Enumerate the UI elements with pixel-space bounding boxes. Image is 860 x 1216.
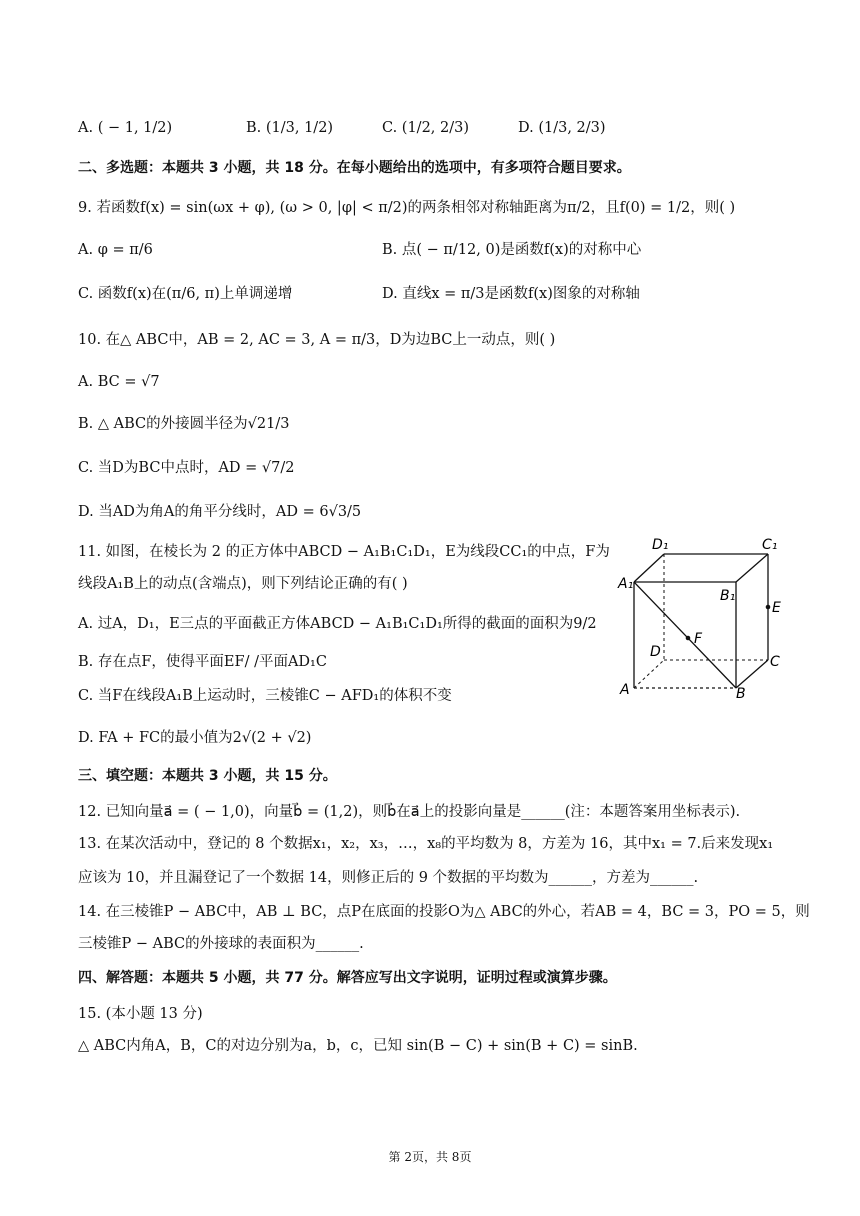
label-d1: D₁ <box>652 537 669 553</box>
q11-stem-line1: 11. 如图，在棱长为 2 的正方体中ABCD − A₁B₁C₁D₁，E为线段CC₁的中点，F为 <box>78 544 610 560</box>
q8-option-b: B. (1/3, 1/2) <box>246 120 334 136</box>
q11-stem-line2: 线段A₁B上的动点(含端点)，则下列结论正确的有( ) <box>78 576 408 592</box>
q13-stem-line2: 应该为 10，并且漏登记了一个数据 14，则修正后的 9 个数据的平均数为______，方差为______. <box>78 870 699 886</box>
q9-option-a: A. φ = π/6 <box>78 242 153 258</box>
cube-figure <box>612 532 792 702</box>
q12-stem: 12. 已知向量a⃗ = ( − 1,0)，向量b⃗ = (1,2)，则b⃗在a⃗上的投影向量是______(注：本题答案用坐标表示). <box>78 804 741 820</box>
q8-option-c: C. (1/2, 2/3) <box>382 120 469 136</box>
section-heading-fill-in: 三、填空题：本题共 3 小题，共 15 分。 <box>78 768 337 784</box>
q15-stem: △ ABC内角A，B，C的对边分别为a，b，c，已知 sin(B − C) + sin(B + C) = sinB. <box>78 1038 638 1054</box>
edge-a-d-hidden <box>634 660 664 688</box>
label-a1: A₁ <box>618 576 634 592</box>
q9-option-b: B. 点( − π/12, 0)是函数f(x)的对称中心 <box>382 242 642 258</box>
q10-option-d: D. 当AD为角A的角平分线时，AD = 6√3/5 <box>78 504 362 520</box>
point-e <box>766 605 771 610</box>
section-heading-multiple-choice: 二、多选题：本题共 3 小题，共 18 分。在每小题给出的选项中，有多项符合题目要求。 <box>78 160 631 176</box>
q10-option-a: A. BC = √7 <box>78 374 160 390</box>
edge-b1-c1 <box>736 554 768 582</box>
point-f <box>686 636 691 641</box>
label-e: E <box>772 600 781 616</box>
edge-a1-d1 <box>634 554 664 582</box>
q9-option-d: D. 直线x = π/3是函数f(x)图象的对称轴 <box>382 286 640 302</box>
q14-stem-line2: 三棱锥P − ABC的外接球的表面积为______. <box>78 936 364 952</box>
label-d: D <box>650 644 661 660</box>
q8-option-d: D. (1/3, 2/3) <box>518 120 606 136</box>
label-c: C <box>770 654 780 670</box>
page-footer: 第 2页，共 8页 <box>388 1150 472 1164</box>
q11-option-a: A. 过A，D₁，E三点的平面截正方体ABCD − A₁B₁C₁D₁所得的截面的面积为9/2 <box>78 616 597 632</box>
q10-option-c: C. 当D为BC中点时，AD = √7/2 <box>78 460 295 476</box>
label-c1: C₁ <box>762 537 778 553</box>
section-heading-solutions: 四、解答题：本题共 5 小题，共 77 分。解答应写出文字说明，证明过程或演算步骤。 <box>78 970 617 986</box>
q8-option-a: A. ( − 1, 1/2) <box>78 120 173 136</box>
label-b1: B₁ <box>720 588 736 604</box>
label-b: B <box>736 686 746 702</box>
q11-option-b: B. 存在点F，使得平面EF/ /平面AD₁C <box>78 654 327 670</box>
q11-option-c: C. 当F在线段A₁B上运动时，三棱锥C − AFD₁的体积不变 <box>78 688 452 704</box>
label-f: F <box>694 631 703 647</box>
q9-option-c: C. 函数f(x)在(π/6, π)上单调递增 <box>78 286 293 302</box>
label-a: A <box>620 682 630 698</box>
q10-stem: 10. 在△ ABC中，AB = 2, AC = 3, A = π/3，D为边BC上一动点，则( ) <box>78 332 556 348</box>
q14-stem-line1: 14. 在三棱锥P − ABC中，AB ⊥ BC，点P在底面的投影O为△ ABC的外心，若AB = 4，BC = 3，PO = 5，则 <box>78 904 810 920</box>
q11-option-d: D. FA + FC的最小值为2√(2 + √2) <box>78 730 312 746</box>
q9-stem: 9. 若函数f(x) = sin(ωx + φ), (ω > 0, |φ| < π/2)的两条相邻对称轴距离为π/2，且f(0) = 1/2，则( ) <box>78 200 736 216</box>
q15-header: 15. (本小题 13 分) <box>78 1006 203 1022</box>
edge-b-c <box>736 660 768 688</box>
q13-stem-line1: 13. 在某次活动中，登记的 8 个数据x₁，x₂，x₃，…，x₈的平均数为 8，方差为 16，其中x₁ = 7.后来发现x₁ <box>78 836 774 852</box>
q10-option-b: B. △ ABC的外接圆半径为√21/3 <box>78 416 290 432</box>
